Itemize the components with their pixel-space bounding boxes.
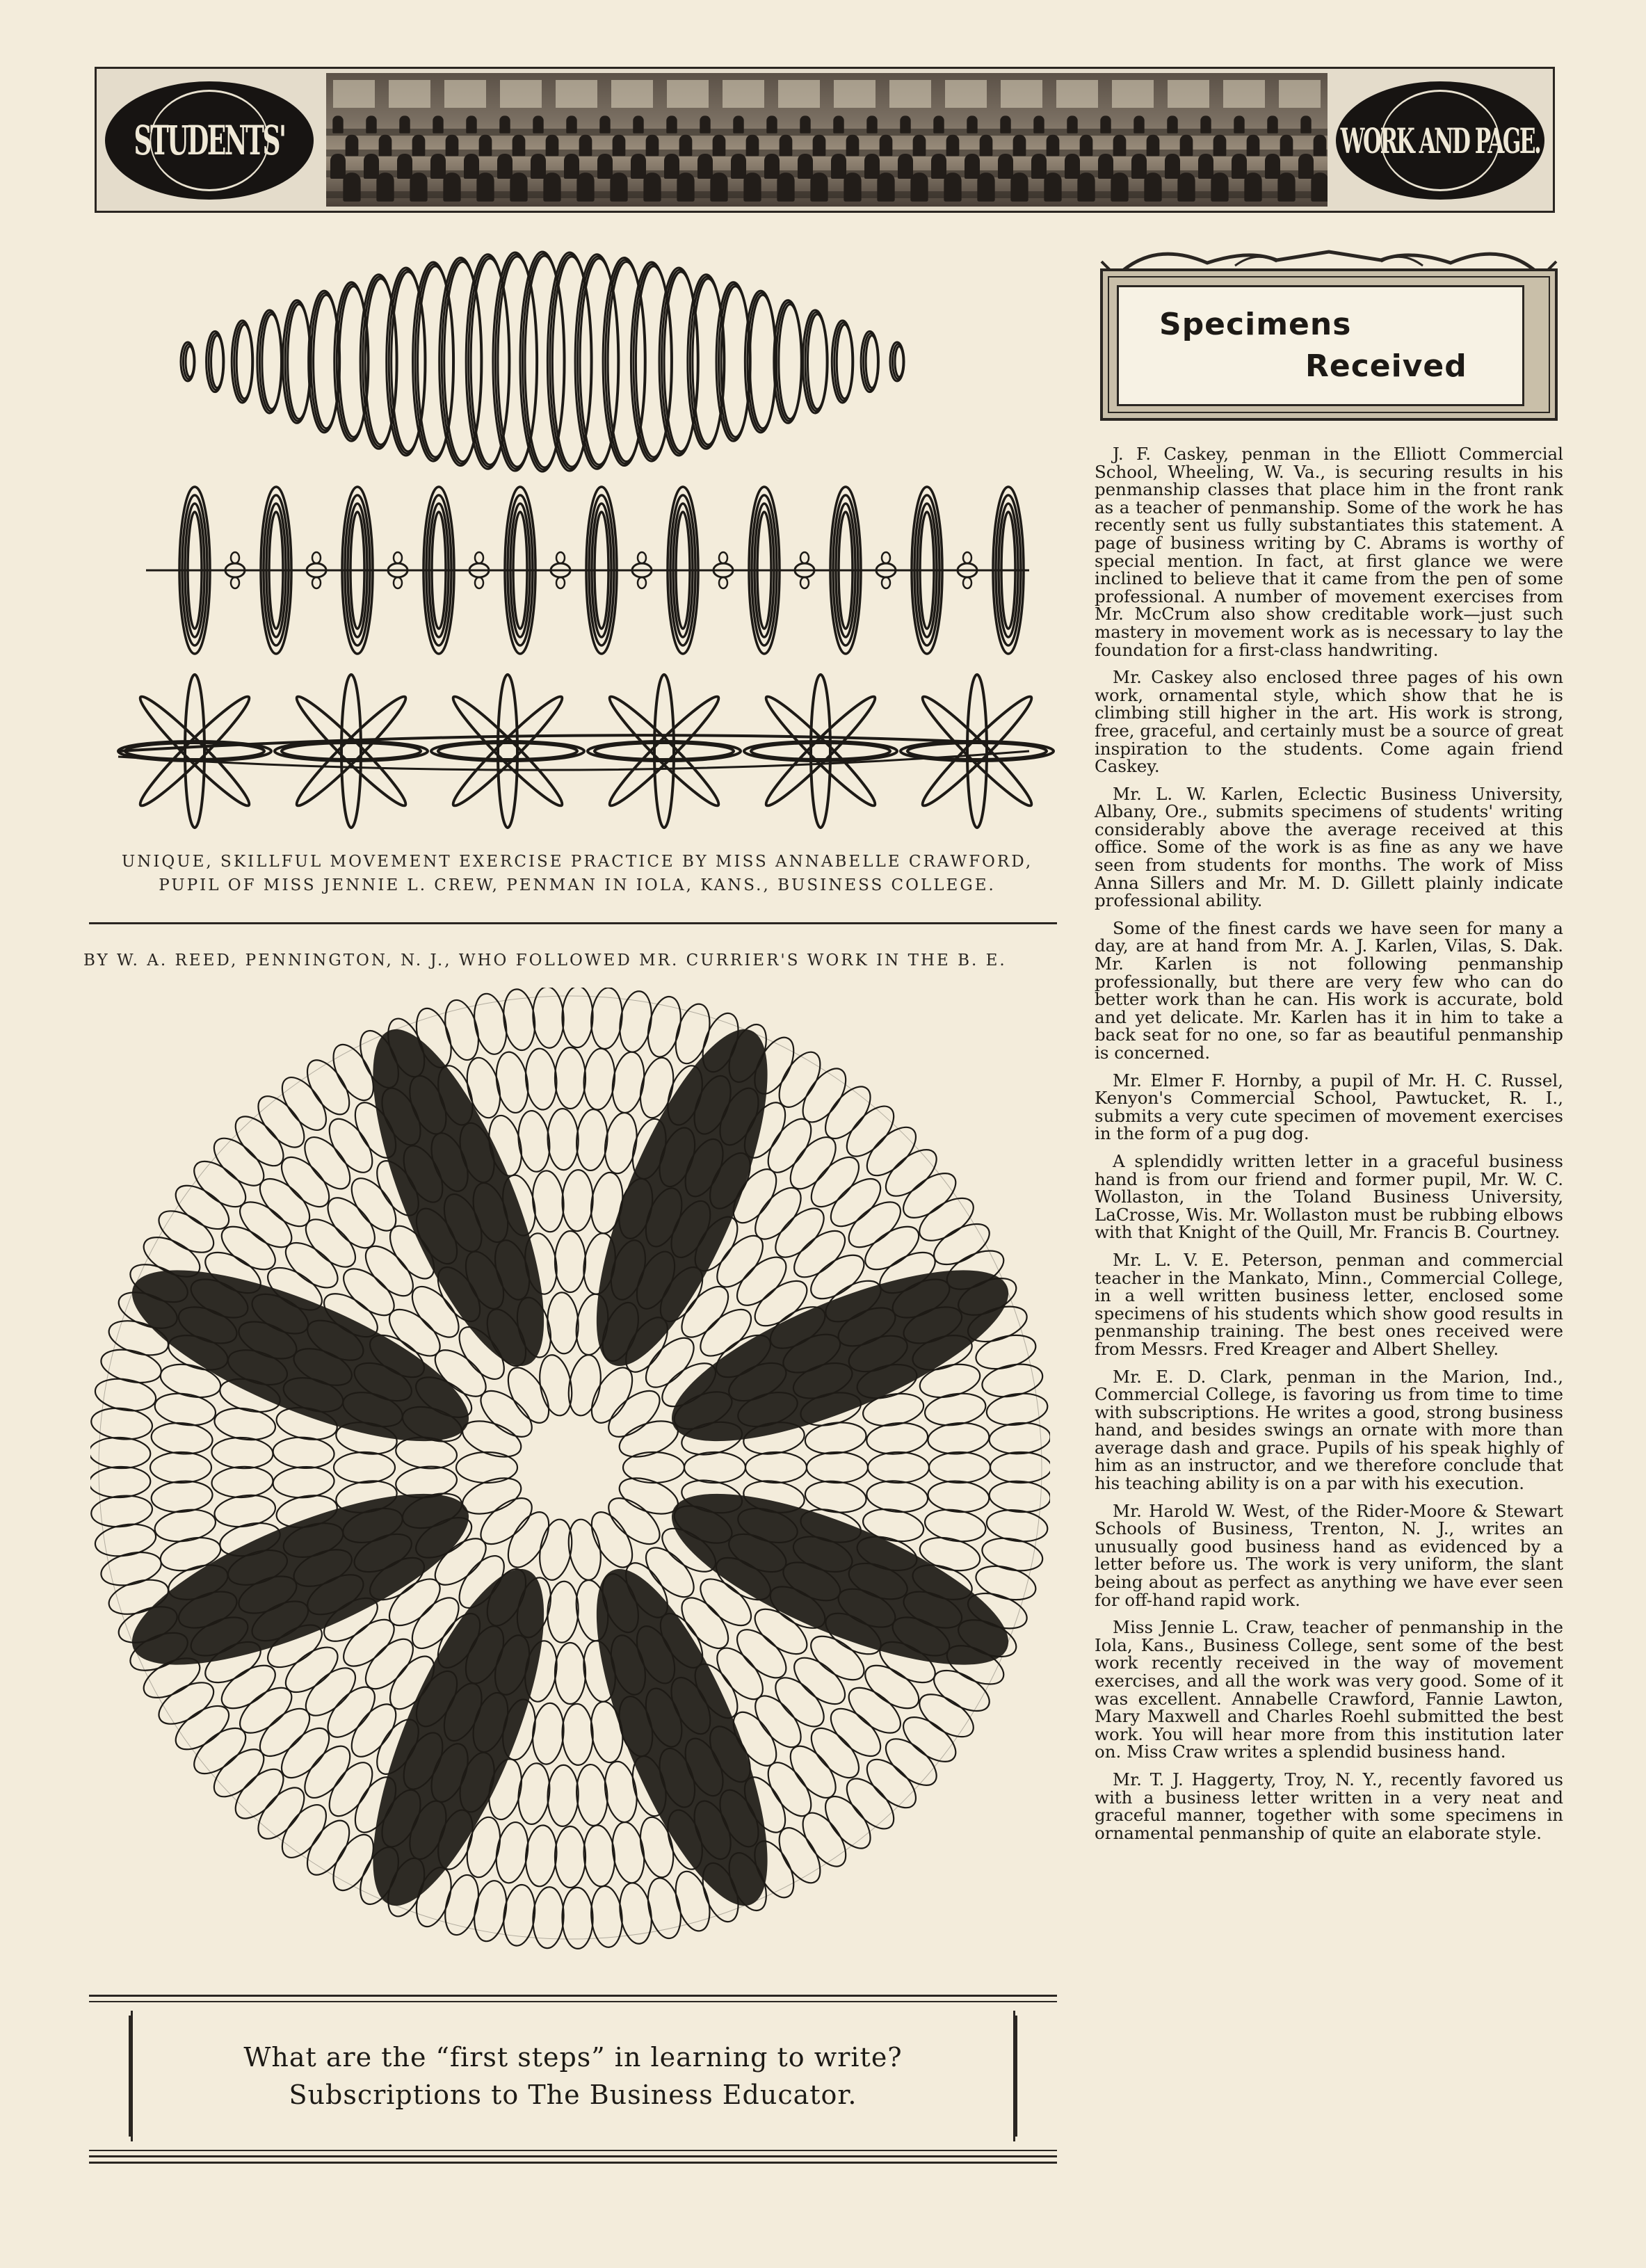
ad-line-1: What are the “first steps” in learning to write? — [243, 2042, 903, 2073]
exercise-caption-line-2: PUPIL OF MISS JENNIE L. CREW, PENMAN IN IOLA, KANS., BUSINESS COLLEGE. — [159, 876, 996, 894]
header-banner — [95, 67, 1555, 213]
students-logo-text: STUDENTS' — [150, 90, 268, 191]
specimens-article — [1095, 445, 1563, 1851]
article-paragraph: A splendidly written letter in a graceful business hand is from our friend and former pupil, Mr. W. C. Wollaston, in the Toland Business University, LaCrosse, Wis. Mr. Wollaston must be rubbing elbows with that Knight of the Quill, Mr. Francis B. Courtney. — [1095, 1150, 1563, 1243]
article-paragraph: Mr. T. J. Haggerty, Troy, N. Y., recently favored us with a business letter written in a very neat and graceful manner, together with some specimens in ornamental penmanship of quite an elaborate style. — [1095, 1769, 1563, 1843]
divider-rule — [89, 922, 1057, 924]
oval-chain-row — [181, 252, 904, 472]
heading-specimens: Specimens — [1159, 307, 1352, 342]
article-paragraph: Miss Jennie L. Craw, teacher of penmanship in the Iola, Kans., Business College, sent some of the best work recently received in the way of movement exercises, and all the work was very good. Some of it was excellent. Annabelle Crawford, Fannie Lawton, Mary Maxwell and Charles Roehl submitted the best work. You will hear more from this institution later on. Miss Craw writes a splendid business hand. — [1095, 1617, 1563, 1762]
ad-box-rule — [89, 2001, 1057, 2002]
work-page-logo-oval — [1336, 81, 1544, 200]
rosette-figure — [90, 988, 1050, 1949]
article-paragraph: Mr. Caskey also enclosed three pages of his own work, ornamental style, which show that he is climbing still higher in the art. His work is strong, free, graceful, and certainly must be a source of great inspiration to the students. Come again friend Caskey. — [1095, 667, 1563, 777]
classroom-photo — [326, 73, 1328, 207]
oval-link-row — [146, 487, 1029, 654]
article-paragraph: J. F. Caskey, penman in the Elliott Commercial School, Wheeling, W. Va., is securing results in his penmanship classes that place him in the front rank as a teacher of penmanship. Some of the work he has recently sent us fully substantiates this statement. A page of business writing by C. Abrams is worthy of special mention. In fact, at first glance we were inclined to believe that it came from the pen of some professional. A number of movement exercises from Mr. McCrum also show creditable work—just such mastery in movement work as is necessary to lay the foundation for a first-class handwriting. — [1095, 444, 1563, 660]
exercise-caption-line-1: UNIQUE, SKILLFUL MOVEMENT EXERCISE PRACTICE BY MISS ANNABELLE CRAWFORD, — [121, 853, 1033, 871]
article-paragraph: Mr. L. V. E. Peterson, penman and commercial teacher in the Mankato, Minn., Commercial College, in a well written business letter, enclosed some specimens of his students which show good results in penmanship training. The best ones received were from Messrs. Fred Kreager and Albert Shelley. — [1095, 1249, 1563, 1359]
article-paragraph: Mr. Harold W. West, of the Rider-Moore & Stewart Schools of Business, Trenton, N. J., writes an unusually good business hand as evidenced by a letter before us. The work is very uniform, the slant being about as perfect as anything we have ever seen for off-hand rapid work. — [1095, 1500, 1563, 1610]
star-flourish-row — [118, 675, 1054, 828]
ad-inner-frame — [131, 2011, 1015, 2141]
ad-box-rule — [89, 2150, 1057, 2151]
bottom-rule — [89, 2162, 1057, 2164]
specimens-heading-box — [1117, 285, 1524, 406]
work-page-logo-text: WORK AND PAGE. — [1380, 90, 1499, 191]
ad-box — [89, 1995, 1057, 2157]
specimens-heading-frame — [1096, 242, 1562, 424]
heading-received: Received — [1305, 348, 1467, 384]
article-paragraph: Mr. Elmer F. Hornby, a pupil of Mr. H. C. Russel, Kenyon's Commercial School, Pawtucket, R. I., submits a very cute specimen of movement exercises in the form of a pug dog. — [1095, 1070, 1563, 1144]
article-paragraph: Some of the finest cards we have seen for many a day, are at hand from Mr. A. J. Karlen, Vilas, S. Dak. Mr. Karlen is not following penmanship professionally, but there are very few who can do better work than he can. His work is accurate, bold and yet delicate. Mr. Karlen has it in him to take a back seat for no one, so far as beautiful penmanship is concerned. — [1095, 917, 1563, 1063]
movement-exercise-drawing — [104, 236, 1064, 842]
students-logo-oval — [105, 81, 314, 200]
rosette-caption: BY W. A. REED, PENNINGTON, N. J., WHO FOLLOWED MR. CURRIER'S WORK IN THE B. E. — [83, 951, 1007, 970]
article-paragraph: Mr. E. D. Clark, penman in the Marion, Ind., Commercial College, is favoring us from time to time with subscriptions. He writes a good, strong business hand, and besides swings an ornate with more than average dash and grace. Pupils of his speak highly of him as an instructor, and we therefore conclude that his teaching ability is on a par with his execution. — [1095, 1366, 1563, 1494]
ad-line-2: Subscriptions to The Business Educator. — [289, 2080, 857, 2110]
article-paragraph: Mr. L. W. Karlen, Eclectic Business University, Albany, Ore., submits specimens of students' writing considerably above the average received at this office. Some of the work is as fine as any we have seen from students for months. The work of Miss Anna Sillers and Mr. M. D. Gillett plainly indicate professional ability. — [1095, 783, 1563, 911]
rosette-drawing — [90, 988, 1050, 1954]
